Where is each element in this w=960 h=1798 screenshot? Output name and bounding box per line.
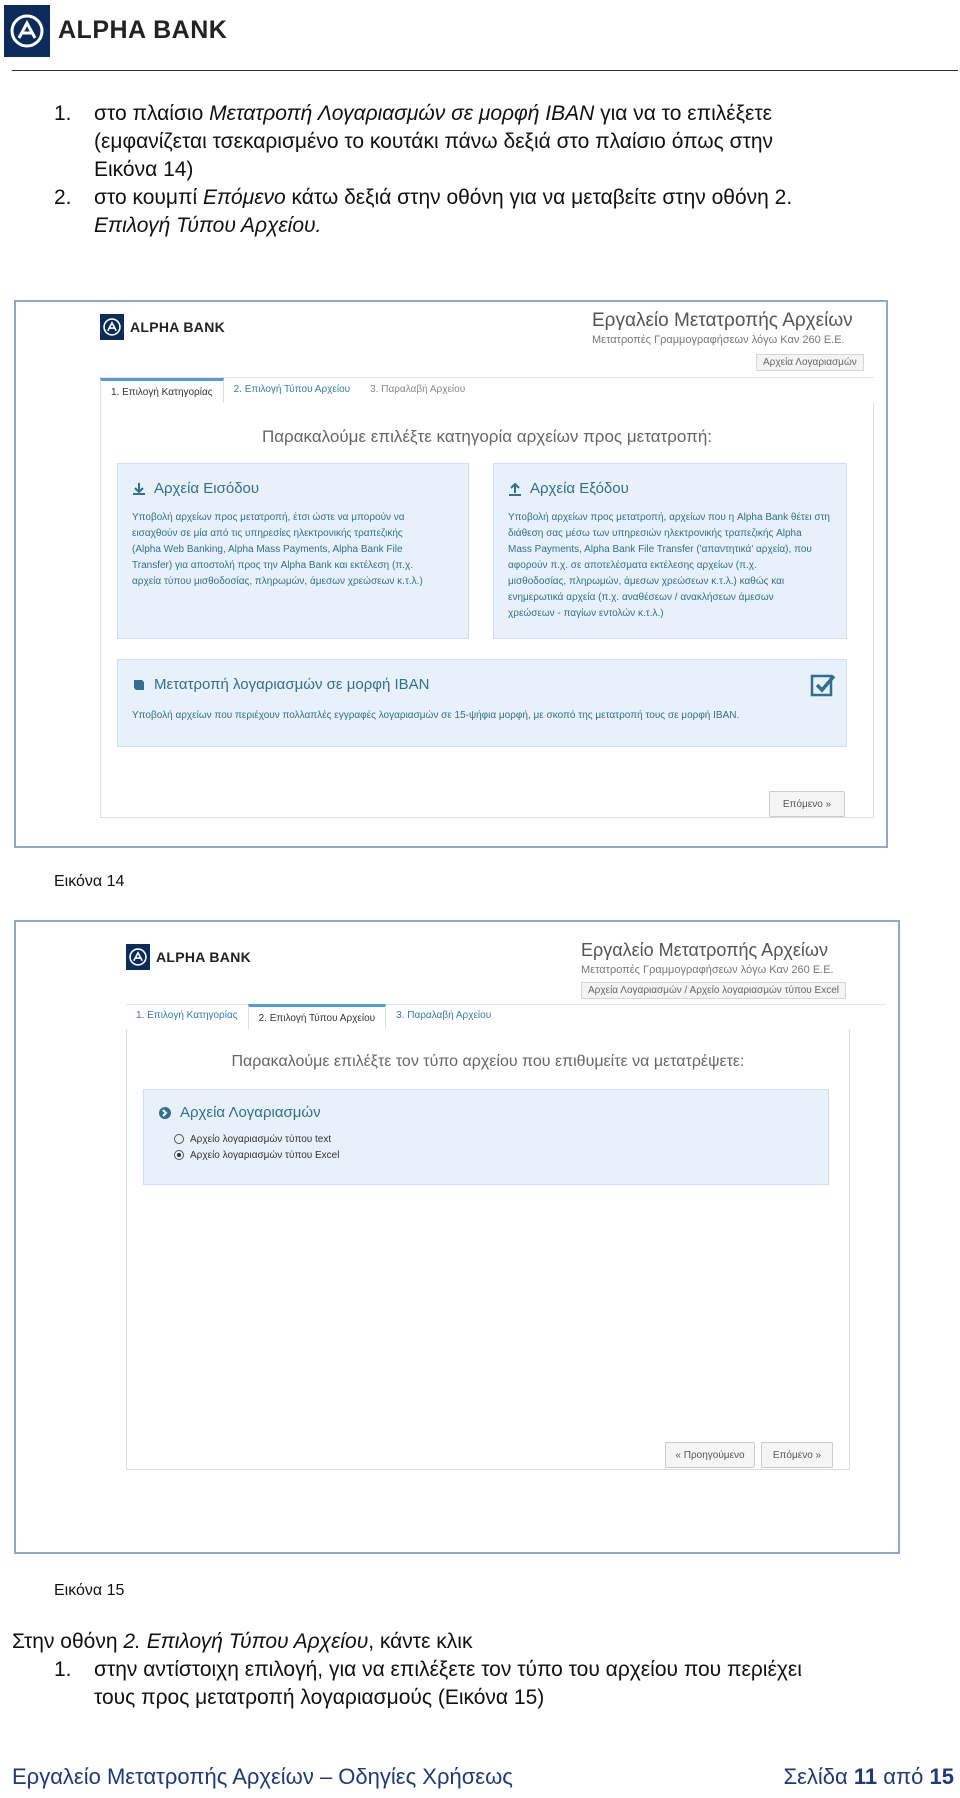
tab-category[interactable]: 1. Επιλογή Κατηγορίας	[136, 1010, 238, 1021]
alpha-bank-logo	[4, 5, 50, 57]
checkbox-checked-icon[interactable]	[810, 672, 836, 703]
radio-selected-icon	[174, 1150, 184, 1160]
card-account-files	[143, 1089, 829, 1185]
option-excel-file[interactable]: Αρχείο λογαριασμών τύπου Excel	[174, 1148, 339, 1164]
tab-file-type[interactable]: 2. Επιλογή Τύπου Αρχείου	[248, 1004, 387, 1031]
next-button[interactable]: Επόμενο »	[761, 1442, 833, 1468]
fig14-prompt: Παρακαλούμε επιλέξτε κατηγορία αρχείων προς μετατροπή:	[261, 427, 713, 446]
circle-arrow-right-icon	[158, 1106, 172, 1120]
fig15-panel	[126, 1029, 850, 1470]
card-output-files[interactable]	[493, 463, 847, 639]
outro-item-1-line1: στην αντίστοιχη επιλογή, για να επιλέξετε τον τύπο του αρχείου που περιέχει	[94, 1658, 802, 1681]
fig15-prompt: Παρακαλούμε επιλέξτε τον τύπο αρχείου που επιθυμείτε να μετατρέψετε:	[231, 1053, 745, 1070]
tab-receive-file[interactable]: 3. Παραλαβή Αρχείου	[370, 384, 466, 395]
figure-14-screenshot	[14, 300, 888, 848]
outro-item-1-line2: τους προς μετατροπή λογαριασμούς (Εικόνα 15)	[94, 1686, 545, 1709]
card-iban-text: Υποβολή αρχείων που περιέχουν πολλαπλές εγγραφές λογαριασμών σε 15-ψήφια μορφή, με σκοπό της μετατροπή τους σε μορφή IBAN.	[132, 710, 740, 721]
footer-title: Εργαλείο Μετατροπής Αρχείων – Οδηγίες Χρήσεως	[12, 1764, 513, 1789]
tab-receive-file[interactable]: 3. Παραλαβή Αρχείου	[396, 1010, 492, 1021]
fig14-bank-name: ALPHA BANK	[130, 319, 226, 335]
fig14-tool-subtitle: Μετατροπές Γραμμογραφήσεων λόγω Καν 260 Ε.Ε.	[592, 334, 845, 346]
fig15-tool-title: Εργαλείο Μετατροπής Αρχείων	[581, 940, 828, 960]
header-rule	[12, 70, 958, 71]
alpha-logo-icon	[10, 14, 44, 48]
fig15-bank-name: ALPHA BANK	[156, 949, 252, 965]
next-button[interactable]: Επόμενο »	[769, 791, 845, 817]
account-files-title: Αρχεία Λογαριασμών	[158, 1104, 321, 1121]
fig15-breadcrumb[interactable]: Αρχεία Λογαριασμών / Αρχείο λογαριασμών τύπου Excel	[581, 982, 846, 999]
card-iban-conversion[interactable]	[117, 659, 847, 747]
fig14-tabs	[100, 378, 874, 405]
fig15-tabs	[126, 1004, 850, 1031]
download-icon	[132, 482, 146, 496]
card-input-files[interactable]	[117, 463, 469, 639]
previous-button[interactable]: « Προηγούμενο	[665, 1442, 755, 1468]
upload-icon	[508, 482, 522, 496]
card-input-title: Αρχεία Εισόδου	[132, 480, 259, 497]
fig15-tool-subtitle: Μετατροπές Γραμμογραφήσεων λόγω Καν 260 Ε.Ε.	[581, 964, 834, 976]
outro-line-1: Στην οθόνη 2. Επιλογή Τύπου Αρχείου, κάντε κλικ	[12, 1630, 473, 1653]
alpha-logo-icon	[100, 314, 124, 340]
book-icon	[132, 678, 146, 692]
intro-item-1-line3: Εικόνα 14)	[94, 158, 194, 181]
figure-14-caption: Εικόνα 14	[54, 873, 125, 890]
intro-item-2: στο κουμπί Επόμενο κάτω δεξιά στην οθόνη για να μεταβείτε στην οθόνη 2.	[94, 186, 793, 209]
card-iban-title: Μετατροπή λογαριασμών σε μορφή IBAN	[132, 676, 430, 693]
fig14-panel	[100, 403, 874, 818]
intro-item-1-line2: (εμφανίζεται τσεκαρισμένο το κουτάκι πάνω δεξιά στο πλαίσιο όπως στην	[94, 130, 774, 153]
intro-item-2-line2: Επιλογή Τύπου Αρχείου.	[94, 214, 322, 237]
figure-15-screenshot	[14, 920, 900, 1554]
header-bank-name: ALPHA BANK	[58, 16, 228, 44]
outro-item-1-num: 1.	[54, 1658, 72, 1681]
radio-unselected-icon	[174, 1134, 184, 1144]
intro-item-2-num: 2.	[54, 186, 72, 209]
figure-15-caption: Εικόνα 15	[54, 1582, 125, 1599]
card-output-text: Υποβολή αρχείων προς μετατροπή, αρχείων που η Alpha Bank θέτει στη διάθεση σας μέσω των υπηρεσιών ηλεκτρονικής τραπεζικής Alpha Mass Payments, Alpha Bank File Transfer ('απαντητικά' αρχεία), που αφορούν π.χ. σε αποτελέσματα εκτέλεσης αρχείων (π.χ. μισθοδοσίας, πληρωμών, άμεσων χρεώσεων κ.τ.λ.) καθώς και ενημερωτικά αρχεία (π.χ. αναθέσεων / ανακλήσεων άμεσων χρεώσεων - παγίων εντολών κ.τ.λ.)	[508, 512, 830, 619]
intro-item-1-num: 1.	[54, 102, 72, 125]
alpha-logo-icon	[126, 944, 150, 970]
fig14-bank-logo	[100, 314, 225, 340]
option-text-file[interactable]: Αρχείο λογαριασμών τύπου text	[174, 1132, 331, 1148]
card-output-title: Αρχεία Εξόδου	[508, 480, 629, 497]
fig14-breadcrumb[interactable]: Αρχεία Λογαριασμών	[756, 354, 864, 371]
tab-file-type[interactable]: 2. Επιλογή Τύπου Αρχείου	[233, 384, 351, 395]
tab-category[interactable]: 1. Επιλογή Κατηγορίας	[100, 378, 224, 405]
intro-item-1: στο πλαίσιο Μετατροπή Λογαριασμών σε μορφή IBAN για να το επιλέξετε	[94, 102, 773, 125]
fig15-bank-logo	[126, 944, 251, 970]
footer-page-number: Σελίδα 11 από 15	[783, 1764, 954, 1789]
card-input-text: Υποβολή αρχείων προς μετατροπή, έτσι ώστε να μπορούν να εισαχθούν σε μία από τις υπηρεσίες ηλεκτρονικής τραπεζικής (Alpha Web Banking, Alpha Mass Payments, Alpha Bank File Transfer) για αποστολή προς την Alpha Bank και εκτέλεση (π.χ. αρχεία τύπου μισθοδοσίας, πληρωμών, άμεσων χρεώσεων κ.τ.λ.)	[132, 512, 423, 587]
fig14-tool-title: Εργαλείο Μετατροπής Αρχείων	[592, 310, 853, 331]
